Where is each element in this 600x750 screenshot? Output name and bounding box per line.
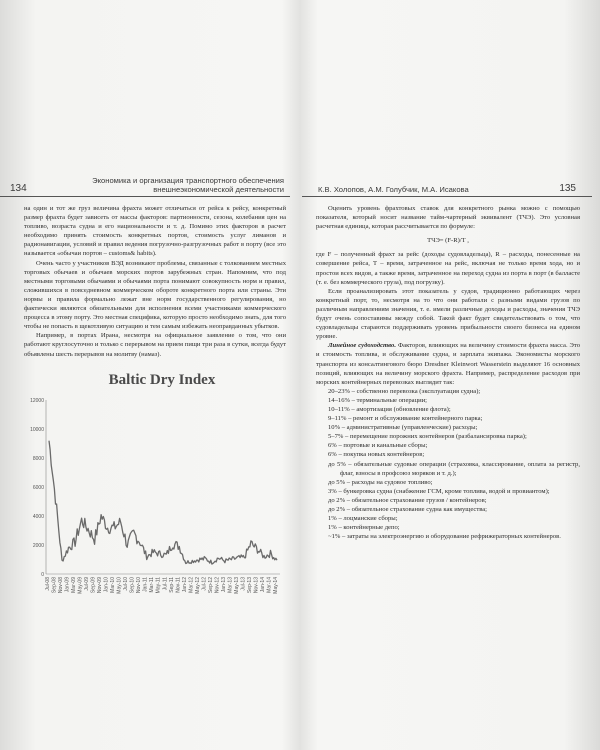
chart-svg xyxy=(30,366,286,616)
cost-item: до 5% – расходы на судовое топливо; xyxy=(328,478,433,486)
chart-title: Baltic Dry Index xyxy=(108,372,216,388)
x-tick-label: Sep-09 xyxy=(90,577,97,594)
cost-item: 6% – покупка новых контейнеров; xyxy=(328,451,425,459)
right-page-header xyxy=(302,166,592,197)
liner-term: Линейное судоходство. xyxy=(328,342,396,350)
x-tick-label: Nov-10 xyxy=(136,577,143,594)
cost-item: 14–16% – терминальные операции; xyxy=(328,396,428,404)
x-tick-label: Jan-10 xyxy=(103,577,110,593)
paragraph: Если проанализировать этот показатель у судов, традиционно работающих через конкретный порт, то, несмотря на то что они работали с разными видами грузов по различным направлениям значения, т. е. имели различные доходы и расходы, значения ТЧЭ будут очень сопоставимы между собой. Такой факт будет свидетельствовать о том, что судовладельцы стараются поддерживать уровень прибыльности своего бизнеса на едином уровне. xyxy=(316,287,580,341)
y-tick-label: 2000 xyxy=(32,543,44,549)
x-tick-label: Jan-09 xyxy=(64,577,71,593)
paragraph: Очень часто у участников ВЭД возникают проблемы, связанные с толкованием местных торговых обычаев и обычаев морских портов зарубежных стран. Напомним, что под местными торговыми обычаями и обычаями порта понимают совокупность норм и правил, сложившихся в повседневном коммерческом обороте конкретного порта или страны. Эти нормы и правила формально лежат вне норм государственного регулирования, но фактически являются обязательными для исполнения всеми участниками коммерческого процесса в этому порту. Это местная специфика, которую просто необходимо знать, для того чтобы не попасть в щекотливую ситуацию и тем самым избежать неоправданных убытков. xyxy=(24,259,286,331)
x-tick-label: Jan-14 xyxy=(259,577,266,593)
x-tick-label: May-09 xyxy=(77,577,84,594)
cost-item: 20–23% – собственно перевозка (эксплуатация судна); xyxy=(328,387,481,395)
x-tick-label: Jul-08 xyxy=(45,577,51,591)
x-tick-label: Sep-10 xyxy=(129,577,136,594)
x-tick-label: Nov-11 xyxy=(175,577,182,593)
left-page-header xyxy=(0,166,290,197)
x-tick-label: May-14 xyxy=(273,577,279,594)
x-tick-label: May-11 xyxy=(155,577,162,594)
x-tick-label: Mar-10 xyxy=(110,577,117,593)
x-tick-label: Nov-08 xyxy=(58,577,65,594)
paragraph: Например, в портах Ирана, несмотря на официальное заявление о том, что они работают круглосуточно и только с перерывом на прием пищи три раза в сутки, всегда будут объявлены шесть перерывов на молитву (намаз). xyxy=(24,332,286,358)
cost-item: 9–11% – ремонт и обслуживание контейнерного парка; xyxy=(328,415,483,423)
left-page-text xyxy=(24,204,286,359)
right-running-head: К.В. Холопов, А.М. Голубчик, М.А. Исакова xyxy=(318,185,469,194)
y-tick-label: 6000 xyxy=(32,485,44,491)
cost-item: ~1% – затраты на электроэнергию и оборудование рефрижераторных контейнеров. xyxy=(328,533,561,541)
series-line xyxy=(49,441,277,564)
x-tick-label: Sep-13 xyxy=(246,577,253,594)
y-tick-label: 10000 xyxy=(30,427,44,433)
cost-item: 10% – административные (управленческие) расходы; xyxy=(328,424,478,432)
intro-paragraph: Оценить уровень фрахтовых ставок для конкретного рынка можно с помощью показателя, который носит название тайм-чартерный эквивалент (ТЧЭ). Это условная расчетная единица, которая рассчитывается по формуле: xyxy=(316,205,580,231)
x-tick-label: Jul-11 xyxy=(162,577,169,591)
x-tick-label: Jan-11 xyxy=(142,577,149,592)
x-tick-label: Mar-11 xyxy=(149,577,156,593)
cost-items-list xyxy=(316,387,580,542)
x-tick-label: Jul-13 xyxy=(240,577,247,591)
liner-text: Факторов, влияющих на величину стоимости фрахта масса. Это и стоимость топлива, и обслуживание судна, и зарплата экипажа. Экономисты морского транспорта из консалтингового бюро Dresdner Kleinwort Wasserstein выделяют 16 основных позиций, влияющих на величину морского фрахта. Например, распределение расходов при морских контейнерных перевозках выглядит так: xyxy=(316,342,580,386)
y-tick-label: 8000 xyxy=(32,456,44,462)
x-tick-label: Jul-10 xyxy=(123,577,130,591)
cost-item: до 5% – обязательные судовые операции (страховка, классирование, оплата за регистр, флаг, взносы в профсоюз моряков и т. д.); xyxy=(328,460,580,477)
x-tick-label: Mar-14 xyxy=(266,577,273,593)
right-page-number: 135 xyxy=(559,183,576,194)
x-tick-label: May-12 xyxy=(194,577,201,594)
x-tick-label: Mar-12 xyxy=(188,577,195,593)
cost-item: 5–7% – перемещение порожних контейнеров (разбалансировка парка); xyxy=(328,433,527,441)
x-tick-label: Jan-12 xyxy=(181,577,188,593)
cost-item: 1% – лоцманские сборы; xyxy=(328,515,398,523)
liner-paragraph xyxy=(316,341,580,386)
cost-item: до 2% – обязательное страхование грузов / контейнеров; xyxy=(328,496,487,504)
cost-item: до 2% – обязательное страхование судна как имущества; xyxy=(328,506,488,513)
y-tick-label: 12000 xyxy=(30,398,44,404)
y-tick-label: 0 xyxy=(41,572,44,578)
left-page-number: 134 xyxy=(10,183,27,194)
x-tick-label: Jan-13 xyxy=(220,577,227,593)
x-tick-label: Jul-09 xyxy=(84,577,91,591)
x-tick-label: May-10 xyxy=(116,577,123,594)
x-tick-label: Nov-09 xyxy=(97,577,104,594)
x-tick-label: Nov-12 xyxy=(214,577,221,594)
x-tick-label: Nov-13 xyxy=(253,577,260,594)
formula-explanation: где F – полученный фрахт за рейс (доходы судовладельца), R – расходы, понесенные на совершение рейса, Т – время, затраченное на рейс, включая не только время хода, но и простои всех видов, а также время, затраченное на переход судна из порта в порт (в балласте (т. е. без коммерческого груза), под погрузку). xyxy=(316,251,580,286)
x-tick-label: Mar-13 xyxy=(227,577,234,593)
baltic-dry-index-chart xyxy=(30,366,286,616)
y-tick-label: 4000 xyxy=(32,514,44,520)
cost-item: 1% – контейнерные депо; xyxy=(328,524,400,532)
tce-formula: ТЧЭ= (F-R)/T , xyxy=(427,237,469,245)
cost-item: 10–11% – амортизация (обновление флота); xyxy=(328,405,451,413)
paragraph: на один и тот же груз величина фрахта может отличаться от рейса к рейсу, конкретный размер фрахта будет зависеть от массы факторов: партионности, сезона, колебания цен на топливо, возраста судна и его национальности и т. д. Помимо этих факторов в расчет необходимо принять стоимость конкретных портов, стоимость услуг лиманов и радионавигации, условий и правил ведения погрузочно-разгрузочных работ в порту (все это называется «обычаи портов – customs& habits). xyxy=(24,205,286,258)
x-tick-label: Mar-09 xyxy=(71,577,78,593)
x-tick-label: Jul-12 xyxy=(201,577,208,591)
x-tick-label: Sep-12 xyxy=(207,577,214,594)
left-running-head: Экономика и организация транспортного обеспечения внешнеэкономической деятельности xyxy=(92,176,284,194)
x-tick-label: Sep-11 xyxy=(168,577,175,593)
x-tick-label: Sep-08 xyxy=(51,577,58,594)
right-page-text xyxy=(316,204,580,541)
x-tick-label: May-13 xyxy=(233,577,240,594)
cost-item: 3% – бункеровка судна (снабжение ГСМ, кроме топлива, водой и провиантом); xyxy=(328,487,550,495)
cost-item: 6% – портовые и канальные сборы; xyxy=(328,442,428,450)
